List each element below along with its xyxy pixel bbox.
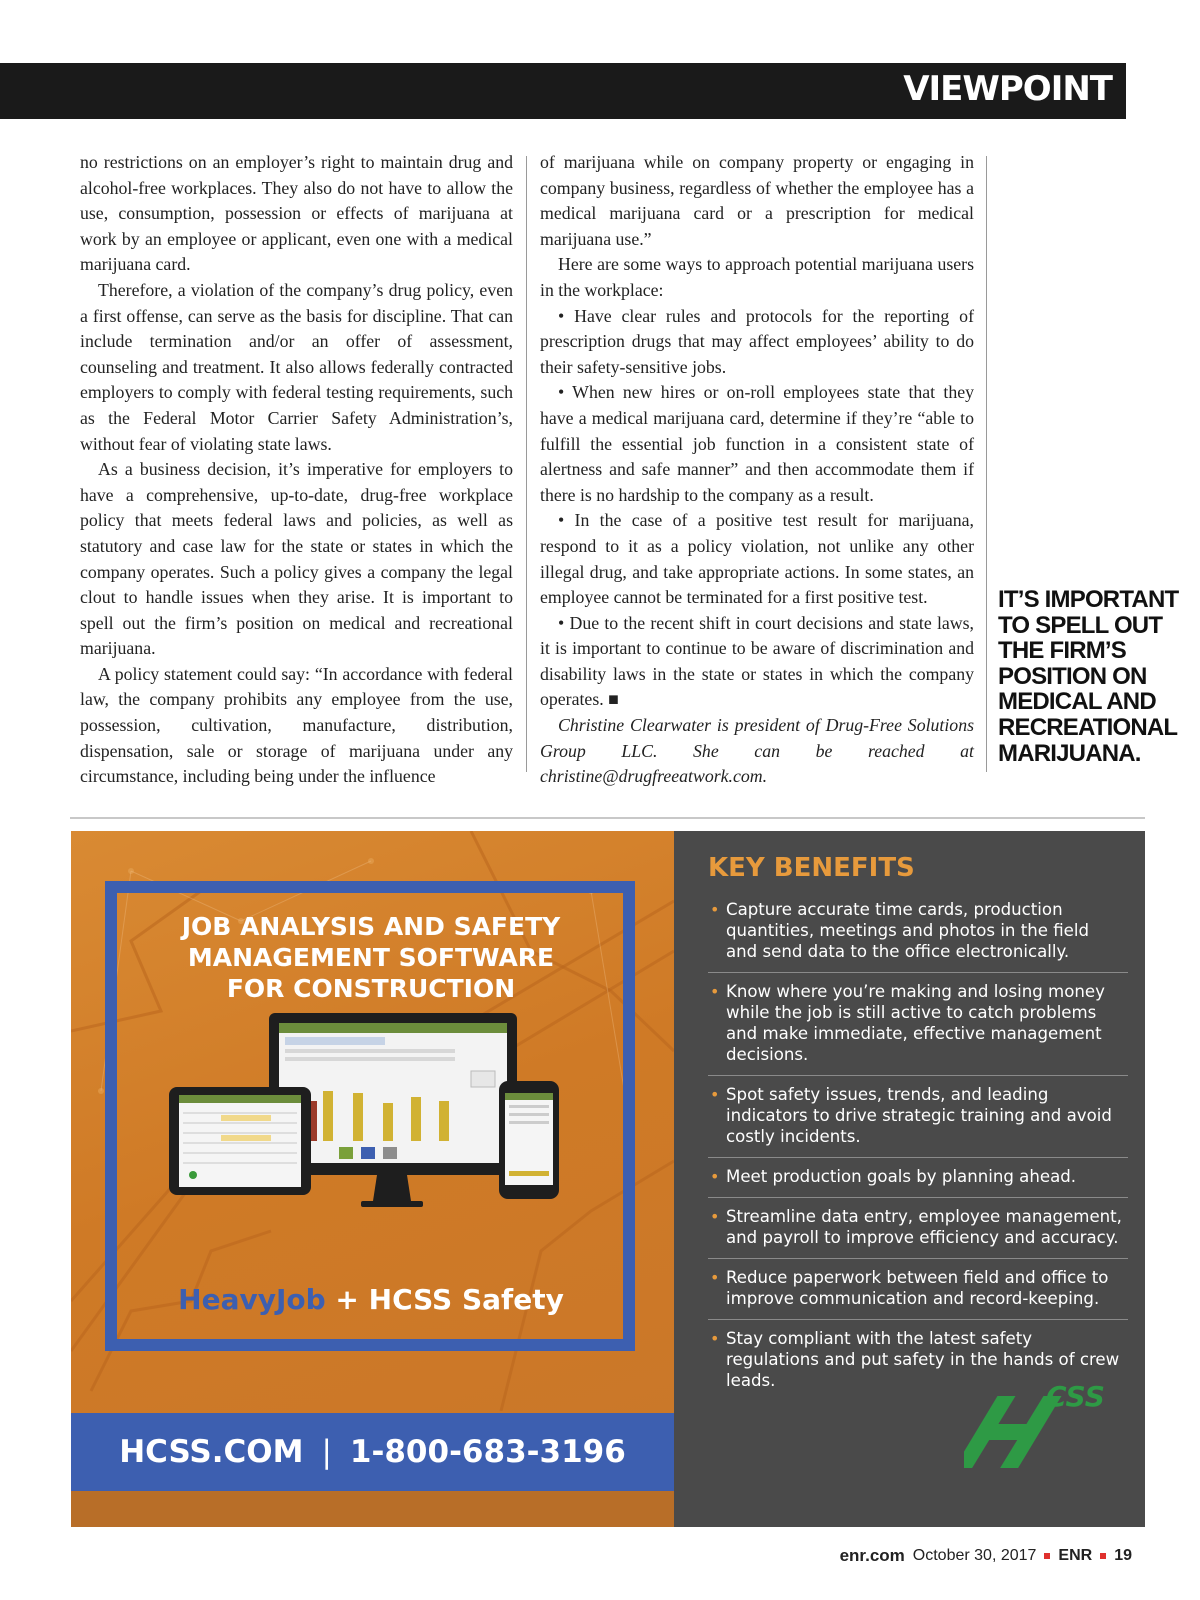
benefit-item [708,1259,1128,1320]
square-bullet-icon [1100,1553,1106,1559]
benefit-text: Streamline data entry, employee management, and payroll to improve efficiency and accuracy. [726,1207,1122,1247]
benefit-item [708,1198,1128,1259]
bullet-icon: • [710,900,720,919]
headline-line: JOB ANALYSIS AND SAFETY [181,912,561,941]
bullet-paragraph: • In the case of a positive test result for marijuana, respond to it as a policy violation, not unlike any other illegal drug, and take appropriate actions. In some states, an employee cannot be terminated for a first positive test. [540,510,974,608]
paragraph: As a business decision, it’s imperative for employers to have a comprehensive, up-to-date, drug-free workplace policy that meets federal laws and policies, as well as statutory and case law for the state or states in which the company operates. Such a policy gives a company the legal clout to handle issues when they arise. It is important to spell out the firm’s position on medical and recreational marijuana. [80,459,513,659]
bullet-icon: • [710,1167,720,1186]
footer-magazine: ENR [1058,1547,1093,1564]
benefit-item [708,1076,1128,1158]
product-plus: + [335,1283,359,1316]
hcss-logo [964,1376,1114,1476]
bullet-icon: • [710,1268,720,1287]
benefit-item [708,1158,1128,1198]
bullet-paragraph: • When new hires or on-roll employees state that they have a medical marijuana card, determine if they’re “able to fulfill the essential job function in a consistent state of alertness and safe manner” and then accommodate them if there is no hardship to the company as a result. [540,382,974,505]
paragraph: no restrictions on an employer’s right to maintain drug and alcohol-free workplaces. They also do not have to allow the use, consumption, possession or effects of marijuana at work by an employee or applicant, even one with a medical marijuana card. [80,152,513,275]
bullet-paragraph: • Due to the recent shift in court decisions and state laws, it is important to continue to be aware of discrimination and disability laws in the state or states in which the company operates. ■ [540,612,974,710]
benefit-text: Reduce paperwork between field and office to improve communication and record-keeping. [726,1268,1109,1308]
ad-contact-bar [71,1413,674,1491]
ad-visual-panel [71,831,674,1527]
benefit-item [708,891,1128,973]
ad-phone[interactable]: 1-800-683-3196 [349,1434,626,1470]
ad-website[interactable]: HCSS.COM [119,1434,304,1470]
page-number: 19 [1114,1547,1132,1564]
column-divider [526,156,527,772]
benefit-text: Capture accurate time cards, production quantities, meetings and photos in the field and send data to the office electronically. [726,900,1090,961]
section-divider [70,817,1145,819]
pull-quote: IT’S IMPORTANT TO SPELL OUT THE FIRM’S POSITION ON MEDICAL AND RECREATIONAL MARIJUANA. [998,586,1179,767]
headline-line: FOR CONSTRUCTION [226,974,516,1003]
article-column-2 [540,150,974,790]
benefits-list [708,891,1128,1401]
paragraph: Therefore, a violation of the company’s drug policy, even a first offense, can serve as the basis for discipline. That can include termination and/or an offer of assessment, counseling and treatment. It also allows federally contracted employers to comply with federal testing requirements, such as the Federal Motor Carrier Safety Administration’s, without fear of violating state laws. [80,279,513,454]
paragraph: of marijuana while on company property or engaging in company business, regardless of whether the employee has a medical marijuana card or a prescription for medical marijuana use.” [540,152,974,249]
ad-bottom-strip [71,1491,674,1527]
section-title: VIEWPOINT [903,69,1112,109]
benefit-text: Meet production goals by planning ahead. [726,1167,1077,1186]
ad-product-name [131,1283,611,1316]
footer-date: October 30, 2017 [912,1547,1037,1564]
paragraph: Here are some ways to approach potential marijuana users in the workplace: [540,254,974,300]
devices-illustration [71,831,674,1411]
contact-separator: | [321,1434,332,1470]
author-bio: Christine Clearwater is president of Drug-Free Solutions Group LLC. She can be reached at christine@drugfreeatwork.com. [540,715,974,787]
column-divider [986,156,987,772]
article-column-1 [80,150,513,790]
hcss-advertisement[interactable] [71,831,1145,1527]
ad-benefits-panel [674,831,1145,1527]
bullet-icon: • [710,1207,720,1226]
page-footer [840,1546,1132,1566]
product-heavyjob: HeavyJob [178,1283,326,1316]
benefits-title: KEY BENEFITS [708,853,915,883]
benefit-text: Know where you’re making and losing money while the job is still active to catch problems and make immediate, effective management decisions. [726,982,1105,1064]
bullet-icon: • [710,982,720,1001]
product-hcss-safety: HCSS Safety [368,1283,564,1316]
square-bullet-icon [1044,1553,1050,1559]
bullet-paragraph: • Have clear rules and protocols for the reporting of prescription drugs that may affect employees’ ability to do their safety-sensitive jobs. [540,305,974,377]
benefit-text: Spot safety issues, trends, and leading indicators to drive strategic training and avoid costly incidents. [726,1085,1112,1146]
bullet-icon: • [710,1329,720,1348]
footer-site[interactable]: enr.com [839,1546,905,1565]
paragraph: A policy statement could say: “In accordance with federal law, the company prohibits any employee from the use, possession, cultivation, manufacture, distribution, dispensation, sale or storage of marijuana under any circumstance, including being under the influence [80,663,513,787]
bullet-icon: • [710,1085,720,1104]
benefit-item [708,973,1128,1076]
headline-line: MANAGEMENT SOFTWARE [187,943,555,972]
logo-text: CSS [1046,1380,1105,1413]
benefit-text: Stay compliant with the latest safety regulations and put safety in the hands of crew leads. [726,1329,1120,1390]
section-header-band [0,63,1126,119]
